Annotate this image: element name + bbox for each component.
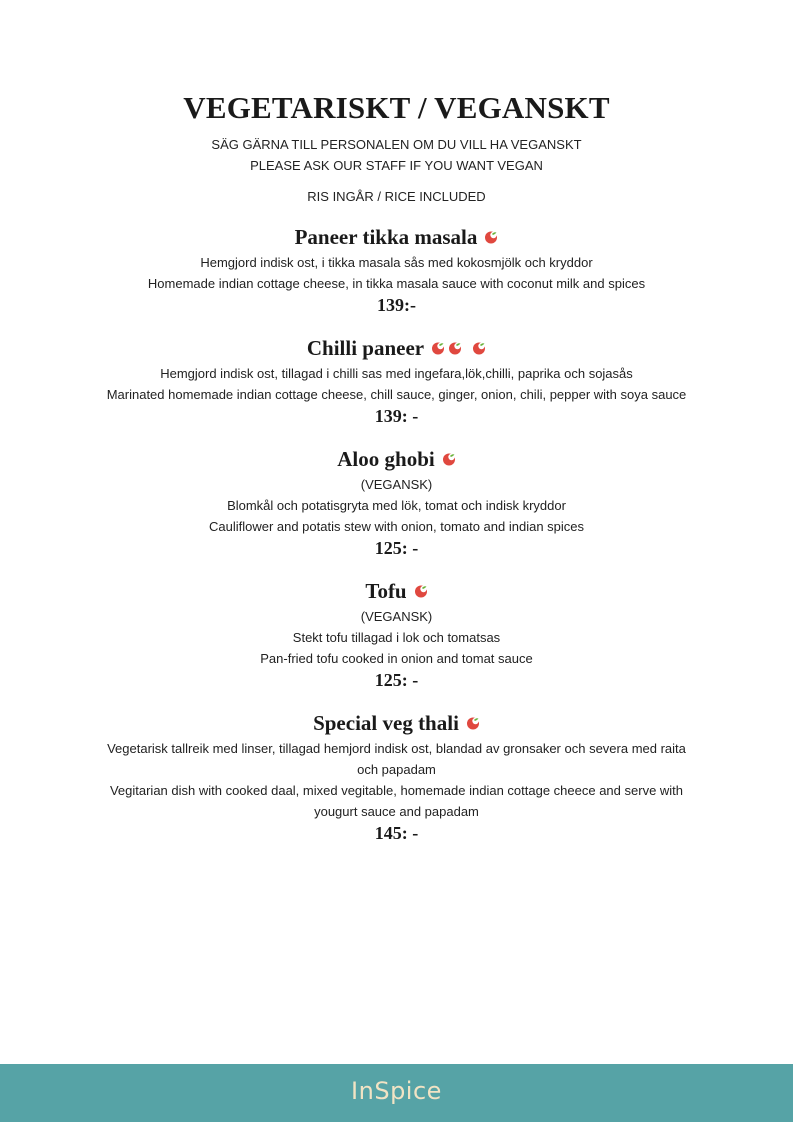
chili-pepper-icon (484, 230, 498, 244)
dish-price: 125: - (374, 670, 419, 690)
inspice-logo: InSpice (351, 1077, 442, 1105)
dish-item (96, 708, 697, 844)
dish-price: 139: - (374, 406, 419, 426)
spice-level (481, 230, 498, 244)
dish-name: Aloo ghobi (337, 447, 435, 471)
vegan-tag: (VEGANSK) (360, 609, 433, 624)
dish-description-sv: Hemgjord indisk ost, i tikka masala sås med kokosmjölk och kryddor (200, 255, 593, 270)
spice-level (428, 341, 486, 355)
chili-pepper-icon (472, 341, 486, 355)
page-title: VEGETARISKT / VEGANSKT (183, 90, 610, 125)
dish-list (96, 222, 697, 861)
rice-included-note: RIS INGÅR / RICE INCLUDED (307, 189, 486, 204)
dish-description-sv: Hemgjord indisk ost, tillagad i chilli sas med ingefara,lök,chilli, paprika och sojasås (160, 366, 633, 381)
spice-level (411, 584, 428, 598)
dish-price: 125: - (374, 538, 419, 558)
dish-description-en: Pan-fried tofu cooked in onion and tomat sauce (260, 651, 533, 666)
vegan-tag: (VEGANSK) (360, 477, 433, 492)
chili-pepper-icon (442, 452, 456, 466)
dish-name: Chilli paneer (306, 336, 425, 360)
vegan-notice-sv: SÄG GÄRNA TILL PERSONALEN OM DU VILL HA VEGANSKT (211, 137, 582, 152)
spice-level (463, 716, 480, 730)
dish-name: Paneer tikka masala (294, 225, 478, 249)
dish-description-en: Vegitarian dish with cooked daal, mixed vegitable, homemade indian cottage cheece and serve with yougurt sauce and papadam (109, 783, 684, 819)
chili-pepper-icon (448, 341, 462, 355)
dish-description-sv: Vegetarisk tallreik med linser, tillagad hemjord indisk ost, blandad av gronsaker och severa med raita och papadam (107, 741, 686, 777)
dish-price: 139:- (377, 295, 416, 315)
dish-description-en: Cauliflower and potatis stew with onion, tomato and indian spices (208, 519, 585, 534)
dish-description-en: Marinated homemade indian cottage cheese, chill sauce, ginger, onion, chili, pepper with soya sauce (106, 387, 687, 402)
dish-price: 145: - (374, 823, 419, 843)
dish-description-sv: Stekt tofu tillagad i lok och tomatsas (292, 630, 501, 645)
spice-level (439, 452, 456, 466)
dish-item (96, 333, 697, 427)
chili-pepper-icon (431, 341, 445, 355)
footer-bar (0, 1064, 793, 1122)
chili-pepper-icon (414, 584, 428, 598)
vegan-notice-en: PLEASE ASK OUR STAFF IF YOU WANT VEGAN (250, 158, 543, 173)
dish-item (96, 222, 697, 316)
dish-name: Special veg thali (313, 711, 459, 735)
dish-description-en: Homemade indian cottage cheese, in tikka masala sauce with coconut milk and spices (147, 276, 646, 291)
dish-name: Tofu (365, 579, 407, 603)
dish-item (96, 444, 697, 559)
chili-pepper-icon (466, 716, 480, 730)
dish-item (96, 576, 697, 691)
dish-description-sv: Blomkål och potatisgryta med lök, tomat och indisk kryddor (227, 498, 566, 513)
